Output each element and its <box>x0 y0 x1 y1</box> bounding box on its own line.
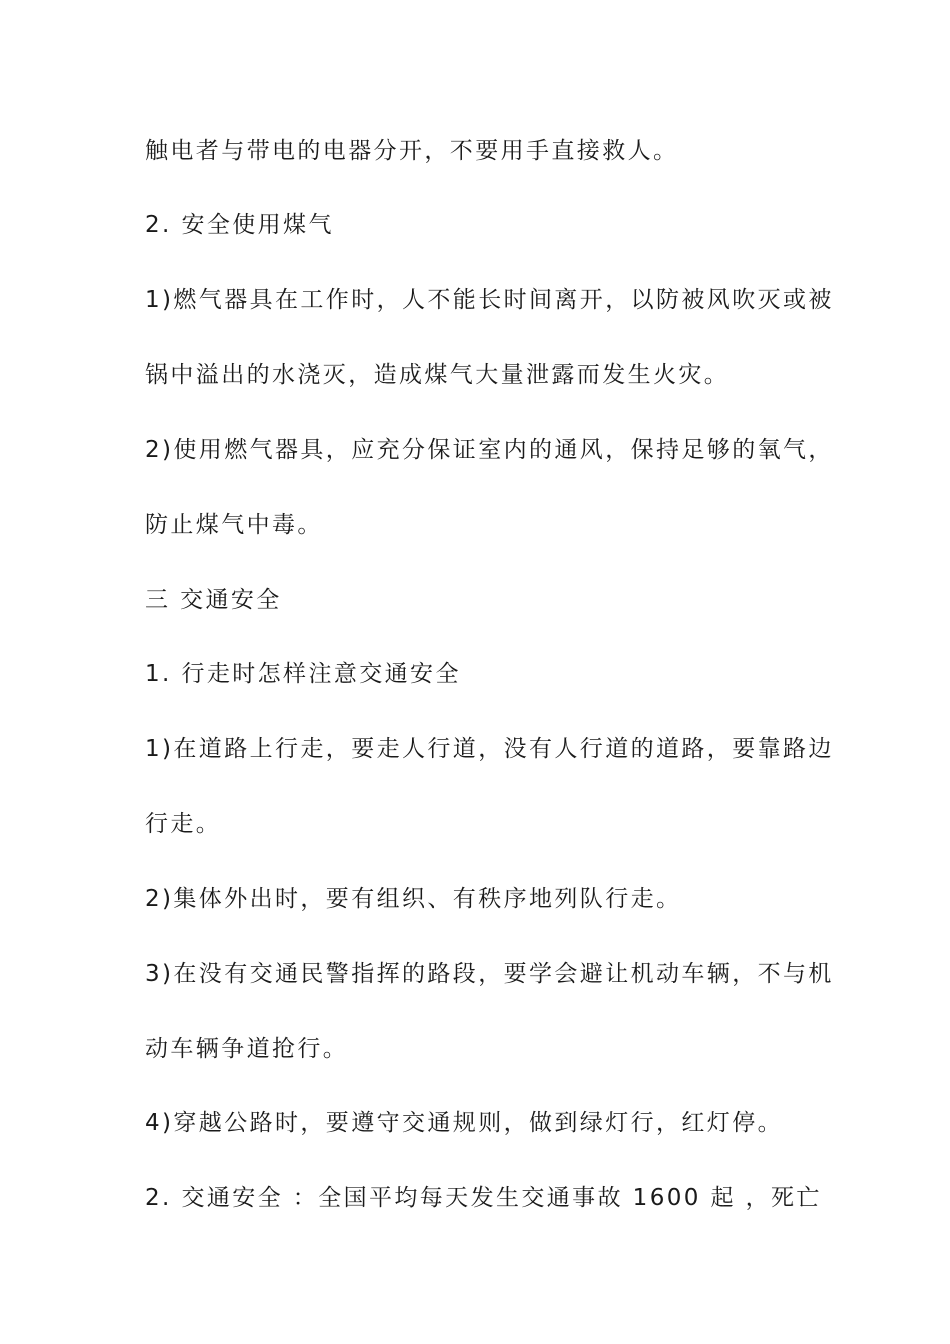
section-heading: 1. 行走时怎样注意交通安全 <box>145 661 461 687</box>
text-line: 行走。 <box>145 811 222 837</box>
text-line: 2)使用燃气器具，应充分保证室内的通风，保持足够的氧气， <box>145 437 834 463</box>
text-line: 4)穿越公路时，要遵守交通规则，做到绿灯行，红灯停。 <box>145 1110 784 1136</box>
text-line: 动车辆争道抢行。 <box>145 1036 349 1062</box>
section-heading: 2. 安全使用煤气 <box>145 212 334 238</box>
section-heading: 2. 交通安全 ：全国平均每天发生交通事故 1600 起 ，死亡 <box>145 1185 822 1211</box>
chapter-heading: 三 交通安全 <box>145 587 282 613</box>
text-line: 锅中溢出的水浇灭，造成煤气大量泄露而发生火灾。 <box>145 362 730 388</box>
text-line: 2)集体外出时，要有组织、有秩序地列队行走。 <box>145 886 682 912</box>
text-line: 1)燃气器具在工作时，人不能长时间离开，以防被风吹灭或被 <box>145 287 834 313</box>
text-line: 1)在道路上行走，要走人行道，没有人行道的道路，要靠路边 <box>145 736 834 762</box>
text-line: 3)在没有交通民警指挥的路段，要学会避让机动车辆，不与机 <box>145 961 834 987</box>
text-line: 防止煤气中毒。 <box>145 512 323 538</box>
text-line: 触电者与带电的电器分开，不要用手直接救人。 <box>145 138 679 164</box>
